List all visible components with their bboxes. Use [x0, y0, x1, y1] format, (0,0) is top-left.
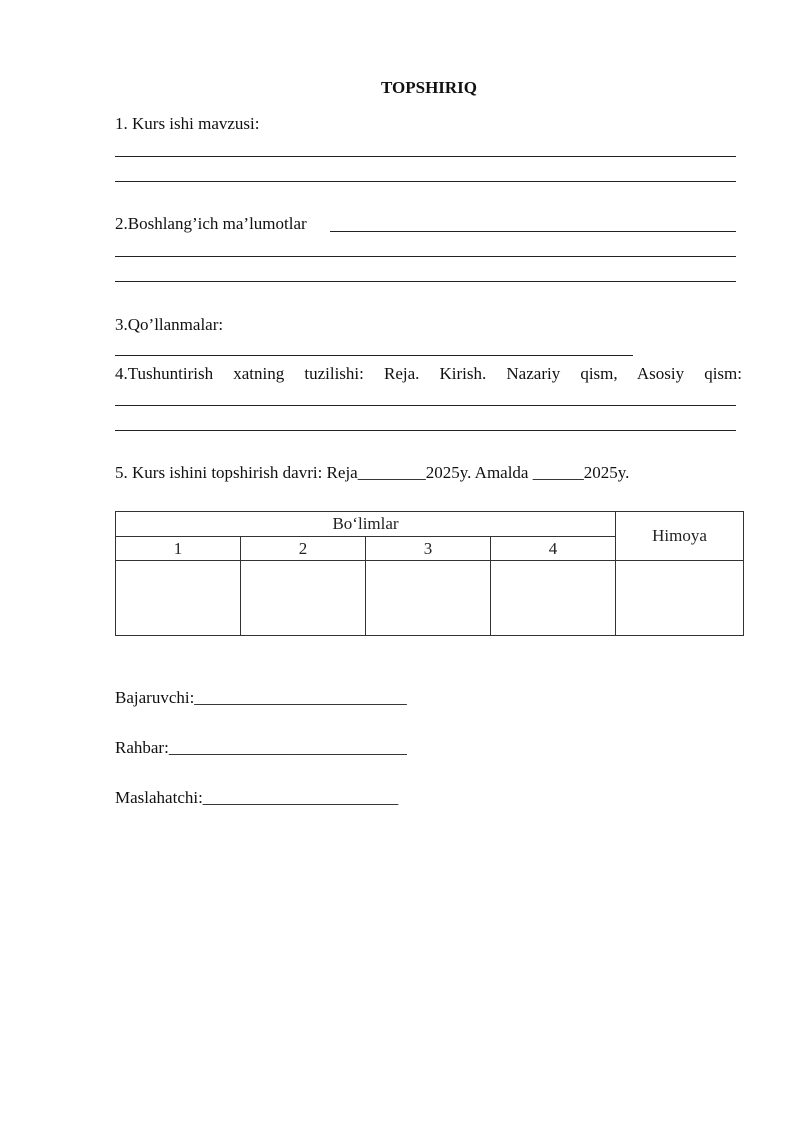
structure-line-1[interactable]: [115, 405, 736, 406]
explanatory-structure-text: 4.Tushuntirish xatning tuzilishi: Reja. Kirish. Nazariy qism, Asosiy qism:: [115, 364, 742, 383]
section-col-3: 3: [366, 537, 491, 561]
defense-header: Himoya: [616, 512, 744, 561]
sections-header: Bo‘limlar: [116, 512, 616, 537]
section-cell-4[interactable]: [491, 561, 616, 636]
sections-table: [115, 511, 744, 636]
section-col-1: 1: [116, 537, 241, 561]
initial-data-line-2[interactable]: [115, 256, 736, 257]
structure-line-2[interactable]: [115, 430, 736, 431]
section-col-4: 4: [491, 537, 616, 561]
section-col-2: 2: [241, 537, 366, 561]
consultant-signature: Maslahatchi:_______________________: [115, 788, 399, 807]
section-cell-1[interactable]: [116, 561, 241, 636]
document-title: TOPSHIRIQ: [380, 78, 478, 97]
manuals-label: 3.Qo’llanmalar:: [115, 315, 224, 334]
initial-data-line-3[interactable]: [115, 281, 736, 282]
supervisor-signature: Rahbar:____________________________: [115, 738, 407, 757]
section-cell-2[interactable]: [241, 561, 366, 636]
submission-period-text: 5. Kurs ishini topshirish davri: Reja________2025y. Amalda ______2025y.: [115, 463, 630, 482]
initial-data-label: 2.Boshlang’ich ma’lumotlar: [115, 214, 307, 233]
manuals-line[interactable]: [115, 355, 633, 356]
course-topic-label: 1. Kurs ishi mavzusi:: [115, 114, 260, 133]
initial-data-line-1[interactable]: [330, 231, 736, 232]
defense-cell[interactable]: [616, 561, 744, 636]
executor-signature: Bajaruvchi:_________________________: [115, 688, 407, 707]
section-cell-3[interactable]: [366, 561, 491, 636]
course-topic-line-2[interactable]: [115, 181, 736, 182]
course-topic-line-1[interactable]: [115, 156, 736, 157]
